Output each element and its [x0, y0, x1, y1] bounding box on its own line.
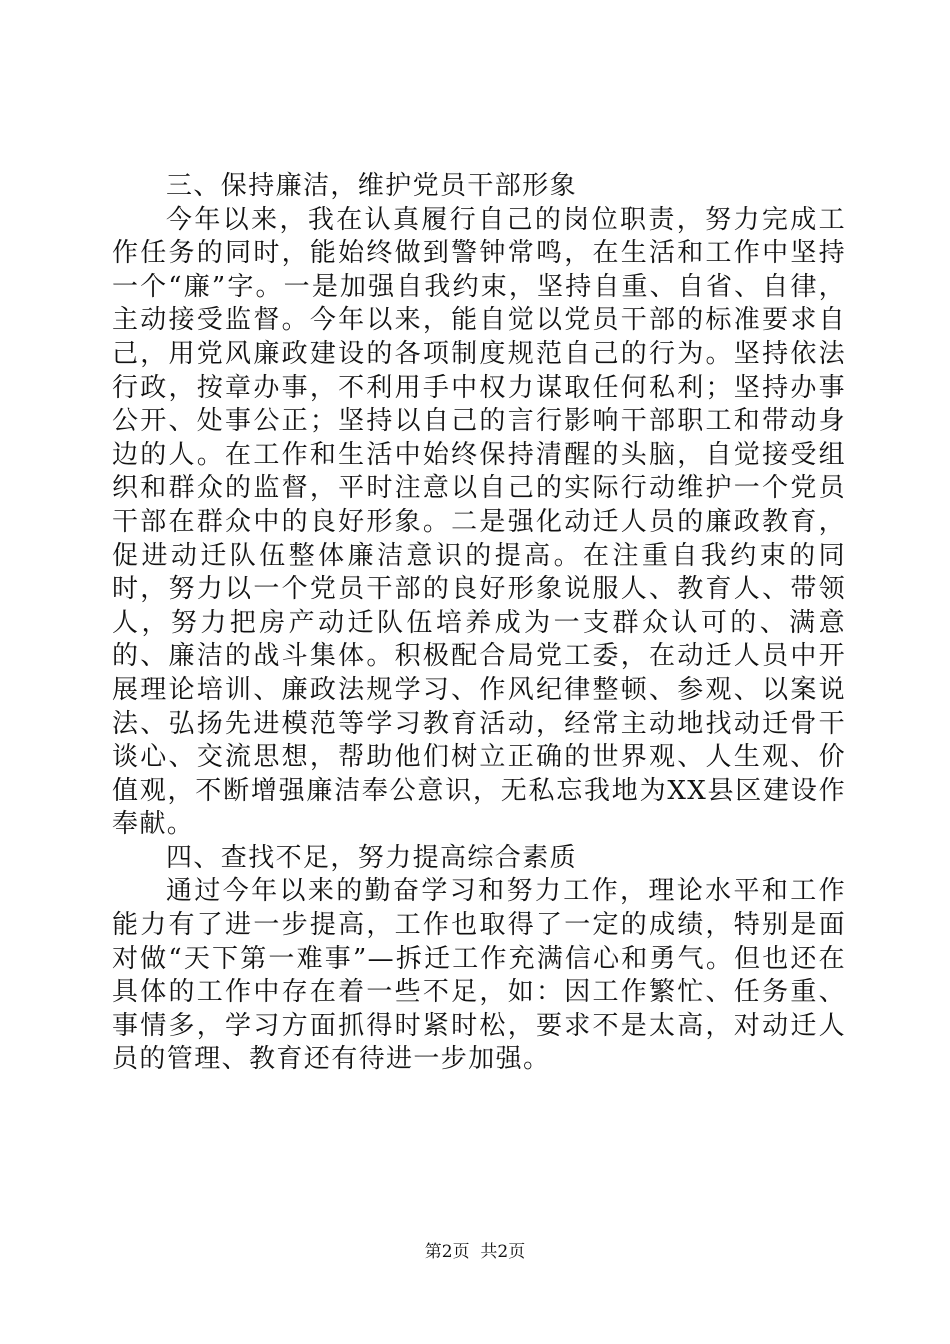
page-total: 共2页 — [480, 1242, 526, 1262]
page-footer — [0, 1242, 950, 1262]
section-paragraph-4: 通过今年以来的勤奋学习和努力工作，理论水平和工作能力有了进一步提高，工作也取得了一定的成绩，特别是面对做“天下第一难事”—拆迁工作充满信心和勇气。但也还在具体的工作中存在着一些不足，如：因工作繁忙、任务重、事情多，学习方面抓得时紧时松，要求不是太高，对动迁人员的管理、教育还有待进一步加强。 — [112, 876, 846, 1075]
footer-spacer — [470, 1242, 481, 1262]
document-body — [112, 170, 846, 1077]
page-number: 第2页 — [424, 1242, 470, 1262]
section-heading-4: 四、查找不足，努力提高综合素质 — [166, 842, 578, 873]
section-paragraph-3: 今年以来，我在认真履行自己的岗位职责，努力完成工作任务的同时，能始终做到警钟常鸣，在生活和工作中坚持一个“廉”字。一是加强自我约束，坚持自重、自省、自律，主动接受监督。今年以来，能自觉以党员干部的标准要求自己，用党风廉政建设的各项制度规范自己的行为。坚持依法行政，按章办事，不利用手中权力谋取任何私利；坚持办事公开、处事公正；坚持以自己的言行影响干部职工和带动身边的人。在工作和生活中始终保持清醒的头脑，自觉接受组织和群众的监督，平时注意以自己的实际行动维护一个党员干部在群众中的良好形象。二是强化动迁人员的廉政教育，促进动迁队伍整体廉洁意识的提高。在注重自我约束的同时，努力以一个党员干部的良好形象说服人、教育人、带领人，努力把房产动迁队伍培养成为一支群众认可的、满意的、廉洁的战斗集体。积极配合局党工委，在动迁人员中开展理论培训、廉政法规学习、作风纪律整顿、参观、以案说法、弘扬先进模范等学习教育活动，经常主动地找动迁骨干谈心、交流思想，帮助他们树立正确的世界观、人生观、价值观，不断增强廉洁奉公意识，无私忘我地为XX县区建设作奉献。 — [112, 204, 846, 840]
section-heading-3: 三、保持廉洁，维护党员干部形象 — [166, 171, 578, 201]
